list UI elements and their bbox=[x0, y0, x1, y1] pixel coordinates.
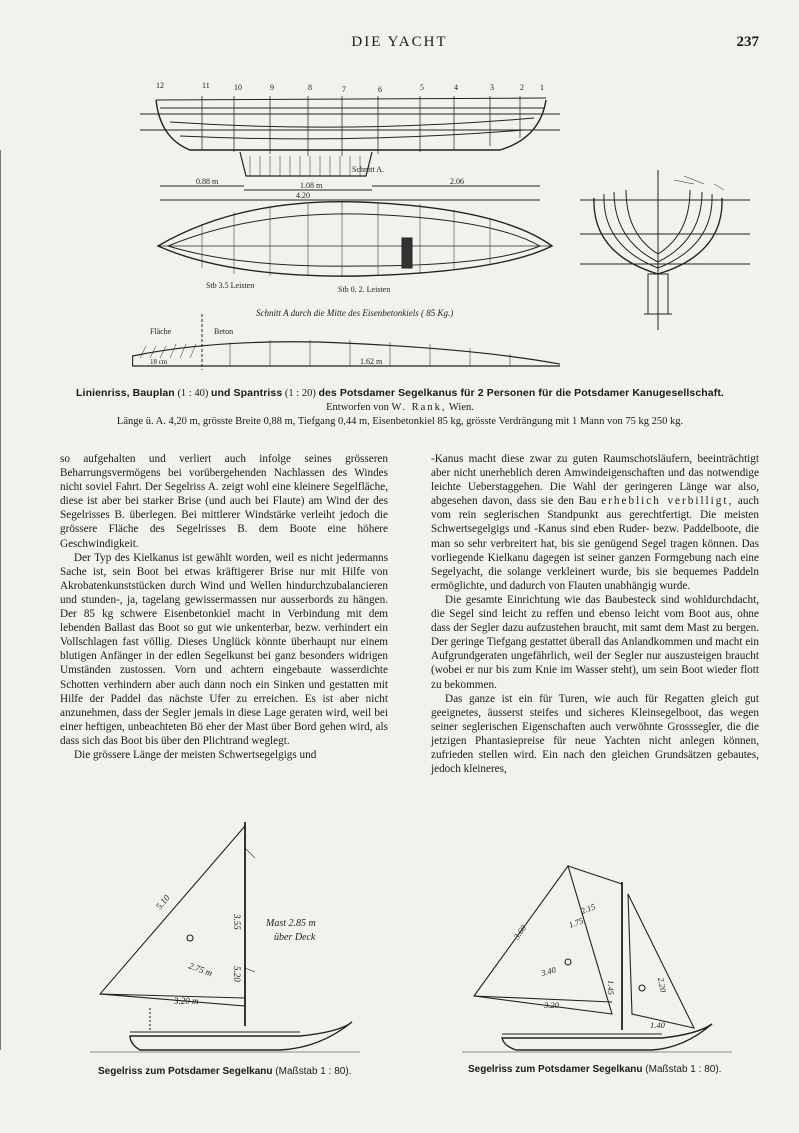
dimension-label: 1.08 m bbox=[300, 181, 323, 190]
keel-label: 1.62 m bbox=[360, 357, 383, 366]
mast-note: Mast 2.85 m bbox=[266, 918, 316, 929]
paragraph: Der Typ des Kielkanus ist gewählt worden, weil es nicht jedermanns Sache ist, sein Boot bei etwas kräftigerer Brise nur mit Hilfe von Akrobatenkunststücken durch Wind und Wellen hindurchzubalancieren und stunden-, ja, tagelang gewissermassen nur ausserbords zu hängen. Der 85 kg schwere Eisenbetonkiel macht in Verbindung mit dem lebenden Ballast das Boot so gut wie unkenterbar, bezw. verhindert ein Vollschlagen fast völlig. Dieses Unglück könnte überhaupt nur einem blutigen Anfänger in der edlen Segelkunst bei ganz besonders widrigen Umständen zustossen. Vorn und achtern eingebaute wasserdichte Schotten verhindern aber auch dann noch ein Sinken und gestatten mit Hilfe der Paddel das nächste Ufer zu erreichen. Es ist aber nicht anzunehmen, dass der Segler jemals in diese Lage geraten wird, weil bei einer heftigen, unbeachteten Bö eher der Mast über Bord gehen wird, als dass sich das Boot bis über den Plichtrand weglegt. bbox=[60, 551, 388, 747]
figure-caption bbox=[20, 386, 780, 429]
station-number: 9 bbox=[270, 83, 274, 92]
station-number: 12 bbox=[156, 81, 164, 90]
station-number: 2 bbox=[520, 83, 524, 92]
station-number: 8 bbox=[308, 83, 312, 92]
caption-scale: (Maßstab 1 : 80). bbox=[645, 1064, 722, 1075]
sail-dimension: 1.40 bbox=[650, 1020, 665, 1030]
sail-plan-a-caption bbox=[98, 1066, 351, 1077]
caption-text: des Potsdamer Segelkanus für 2 Personen für die Potsdamer Kanugesellschaft. bbox=[318, 387, 724, 399]
keel-label: Fläche bbox=[150, 327, 172, 336]
caption-scale: (1 : 20) bbox=[284, 388, 316, 399]
page-edge-shadow bbox=[0, 150, 7, 1050]
mast-note: über Deck bbox=[274, 932, 316, 943]
sail-plan-b-caption bbox=[468, 1064, 721, 1075]
caption-city: Wien. bbox=[448, 402, 474, 413]
caption-line-3: Länge ü. A. 4,20 m, grösste Breite 0,88 m, Tiefgang 0,44 m, Eisenbetonkiel 85 kg, grösste Verdrängung mit 1 Mann von 75 kg 250 kg. bbox=[116, 416, 684, 427]
caption-text: Segelriss zum Potsdamer Segelkanu bbox=[468, 1064, 643, 1075]
station-number: 6 bbox=[378, 85, 382, 94]
caption-line-1 bbox=[20, 386, 780, 401]
right-text-column bbox=[431, 452, 759, 776]
paragraph-text: auch vom rein seglerischen Standpunkt aus gerechtfertigt. Die meisten Schwertsegelgigs und -Kanus sind eben Ruder- bezw. Paddelboote, die man so sehr verbreitert hat, bis sie genügend Segel tragen können. Das vorliegende Kielkanu dagegen ist seiner ganzen Formgebung nach eine Segelyacht, die solange verkleinert wurde, bis sie bequemes Paddeln ermöglichte, und dadurch von Flauten unabhängig wurde. bbox=[431, 495, 760, 592]
caption-line-2 bbox=[20, 401, 780, 415]
caption-text: und Spantriss bbox=[210, 387, 283, 399]
sail-dimension: 1.45 bbox=[606, 980, 616, 995]
plan-label: Stb 0. 2. Leisten bbox=[338, 285, 391, 294]
keel-label: 18 cm bbox=[150, 358, 168, 366]
sail-dimension: 5.20 bbox=[232, 966, 242, 982]
station-number: 4 bbox=[454, 83, 458, 92]
dimension-label: 2.06 bbox=[450, 177, 464, 186]
caption-scale: (1 : 40) bbox=[177, 388, 209, 399]
paragraph: Die grössere Länge der meisten Schwertsegelgigs und bbox=[74, 748, 317, 761]
sail-dimension: 2.15 bbox=[579, 901, 597, 916]
sail-dimension: 3.60 bbox=[511, 923, 529, 942]
page-number: 237 bbox=[736, 34, 759, 50]
lines-plan-drawing bbox=[120, 78, 560, 378]
station-number: 5 bbox=[420, 83, 424, 92]
sail-plan-b-drawing bbox=[462, 852, 732, 1062]
paragraph: Das ganze ist ein für Turen, wie auch für Regatten gleich gut geeignetes, äusserst steifes und sicheres Kleinsegelboot, das wegen seiner seglerischen Eigenschaften auch verwöhnte Grosssegler, die die jetzigen Phantasiepreise für neue Yachten nicht anlegen können, zufrieden stellen wird. Ein nach den gleichen Grundsätzen gebautes, jedoch kleineres, bbox=[431, 692, 759, 776]
sail-dimension: 3.40 bbox=[539, 964, 557, 978]
station-number: 7 bbox=[342, 85, 346, 94]
sail-dimension: 3.20 bbox=[544, 1000, 559, 1010]
station-number: 11 bbox=[202, 81, 210, 90]
sail-dimension: 2.20 bbox=[656, 976, 669, 993]
sail-dimension: 5.10 bbox=[153, 892, 172, 912]
paragraph: so aufgehalten und verliert auch infolge seines grösseren Beharrungsvermögens bei vorübergehenden Nachlassen des Windes nicht soviel Fahrt. Der Segelriss A. zeigt wohl eine kleinere Segelfläche, diese ist aber bei starker Brise (und auch bei Flaute) am Wind der des Segelrisses B. überlegen. Bei mittlerer Windstärke verleiht jedoch die grössere Fläche des Segelrisses B. dem Boote eine höhere Geschwindigkeit. bbox=[60, 453, 388, 550]
station-number: 3 bbox=[490, 83, 494, 92]
body-plan-drawing bbox=[574, 164, 754, 334]
emphasized-text: erheblich verbilligt, bbox=[601, 495, 734, 508]
caption-author: W. Rank, bbox=[391, 402, 447, 413]
caption-text: Segelriss zum Potsdamer Segelkanu bbox=[98, 1066, 273, 1077]
sail-dimension: 3.20 m bbox=[174, 996, 199, 1006]
station-number: 10 bbox=[234, 83, 242, 92]
caption-scale: (Maßstab 1 : 80). bbox=[275, 1066, 352, 1077]
dimension-label: 4.20 bbox=[296, 191, 310, 200]
sail-dimension: 2.75 m bbox=[187, 960, 214, 979]
caption-text: Linienriss, Bauplan bbox=[76, 387, 175, 399]
sail-plan-a-drawing bbox=[90, 818, 360, 1064]
paragraph bbox=[431, 452, 759, 593]
plan-label: Stb 3.5 Leisten bbox=[206, 281, 255, 290]
dimension-label: 0.88 m bbox=[196, 177, 219, 186]
station-number: 1 bbox=[540, 83, 544, 92]
section-mark: Schnitt A. bbox=[352, 165, 385, 174]
caption-author-prefix: Entworfen von bbox=[326, 402, 389, 413]
left-text-column bbox=[60, 452, 388, 762]
sail-dimension: 3.55 bbox=[232, 914, 242, 930]
sail-dimension: 1.75 bbox=[567, 915, 585, 930]
running-header-title: DIE YACHT bbox=[351, 34, 448, 50]
keel-label: Beton bbox=[214, 327, 234, 336]
paragraph-text: -Kanus macht diese zwar zu guten Raumschotsläufern, beeinträchtigt aber nicht unerheblich deren Amwindeigenschaften und das notwendige leichte Ueberstaggehen. Die Wahl der geringeren Länge war also, abgesehen davon, dass sie den Bau bbox=[431, 453, 759, 508]
paragraph: Die gesamte Einrichtung wie das Baubesteck sind wohldurchdacht, die Segel sind leicht zu reffen und ebenso leicht vom Boot aus, ohne dass der Segler dazu aufzustehen braucht, mit samt dem Mast zu bergen. Der geringe Tiefgang gestattet überall das Anlandkommen und macht ein Aufgrundgeraten ungefährlich, weil der Segler nur auszusteigen braucht (wobei er nur bis zum Knie im Wasser steht), um sein Boot wieder flott zu bekommen. bbox=[431, 593, 759, 691]
section-note: Schnitt A durch die Mitte des Eisenbetonkiels ( 85 Kg.) bbox=[256, 308, 454, 318]
